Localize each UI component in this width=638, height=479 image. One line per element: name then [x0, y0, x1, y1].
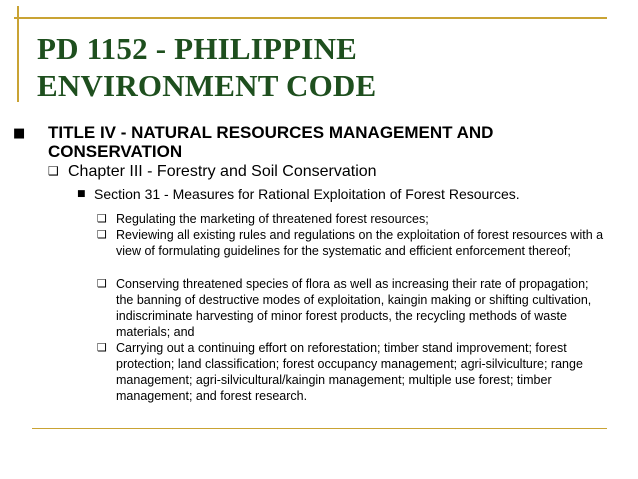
hollow-square-bullet-icon: ❑: [97, 228, 107, 241]
filled-square-bullet-icon: ■: [77, 189, 86, 199]
bullet-text: TITLE IV - NATURAL RESOURCES MANAGEMENT AND CONSERVATION: [48, 123, 494, 161]
bullet-text: Conserving threatened species of flora as well as increasing their rate of propagation; the banning of destructive modes of exploitation, kaingin making or shifting cultivation, indiscriminate harvesting of minor forest products, the recycling methods of waste materials; and: [116, 277, 592, 339]
hollow-square-bullet-icon: ❑: [97, 277, 107, 290]
bullet-chapter-iii: [48, 162, 568, 181]
bullet-text: Regulating the marketing of threatened forest resources;: [116, 212, 429, 226]
bottom-rule: [32, 428, 607, 429]
bullet-measure-3: [97, 276, 604, 340]
bullet-text: Section 31 - Measures for Rational Exploitation of Forest Resources.: [94, 186, 520, 202]
left-rule: [17, 6, 19, 102]
top-rule: [14, 17, 607, 19]
bullet-measure-1: [97, 211, 604, 227]
slide-title-line-1: PD 1152 - PHILIPPINE: [37, 31, 358, 66]
bullet-measure-4: [97, 340, 604, 404]
filled-square-bullet-icon: ■: [13, 126, 26, 141]
slide-title: [37, 30, 376, 104]
slide-title-line-2: ENVIRONMENT CODE: [37, 68, 377, 103]
bullet-text: Reviewing all existing rules and regulations on the exploitation of forest resources with a view of formulating guidelines for the systematic and efficient enforcement thereof;: [116, 228, 604, 258]
hollow-square-bullet-icon: ❑: [48, 164, 59, 178]
bullet-text: Carrying out a continuing effort on reforestation; timber stand improvement; forest protection; land classification; forest occupancy management; agri-silviculture; range management; agri-silvicultural/kaingin management; multiple use forest; timber management; and forest research.: [116, 341, 583, 403]
hollow-square-bullet-icon: ❑: [97, 341, 107, 354]
bullet-text: Chapter III - Forestry and Soil Conservation: [68, 163, 377, 180]
bullet-title-iv: [13, 123, 548, 161]
bullet-measure-2: [97, 227, 604, 259]
hollow-square-bullet-icon: ❑: [97, 212, 107, 225]
bullet-section-31: [77, 186, 614, 202]
